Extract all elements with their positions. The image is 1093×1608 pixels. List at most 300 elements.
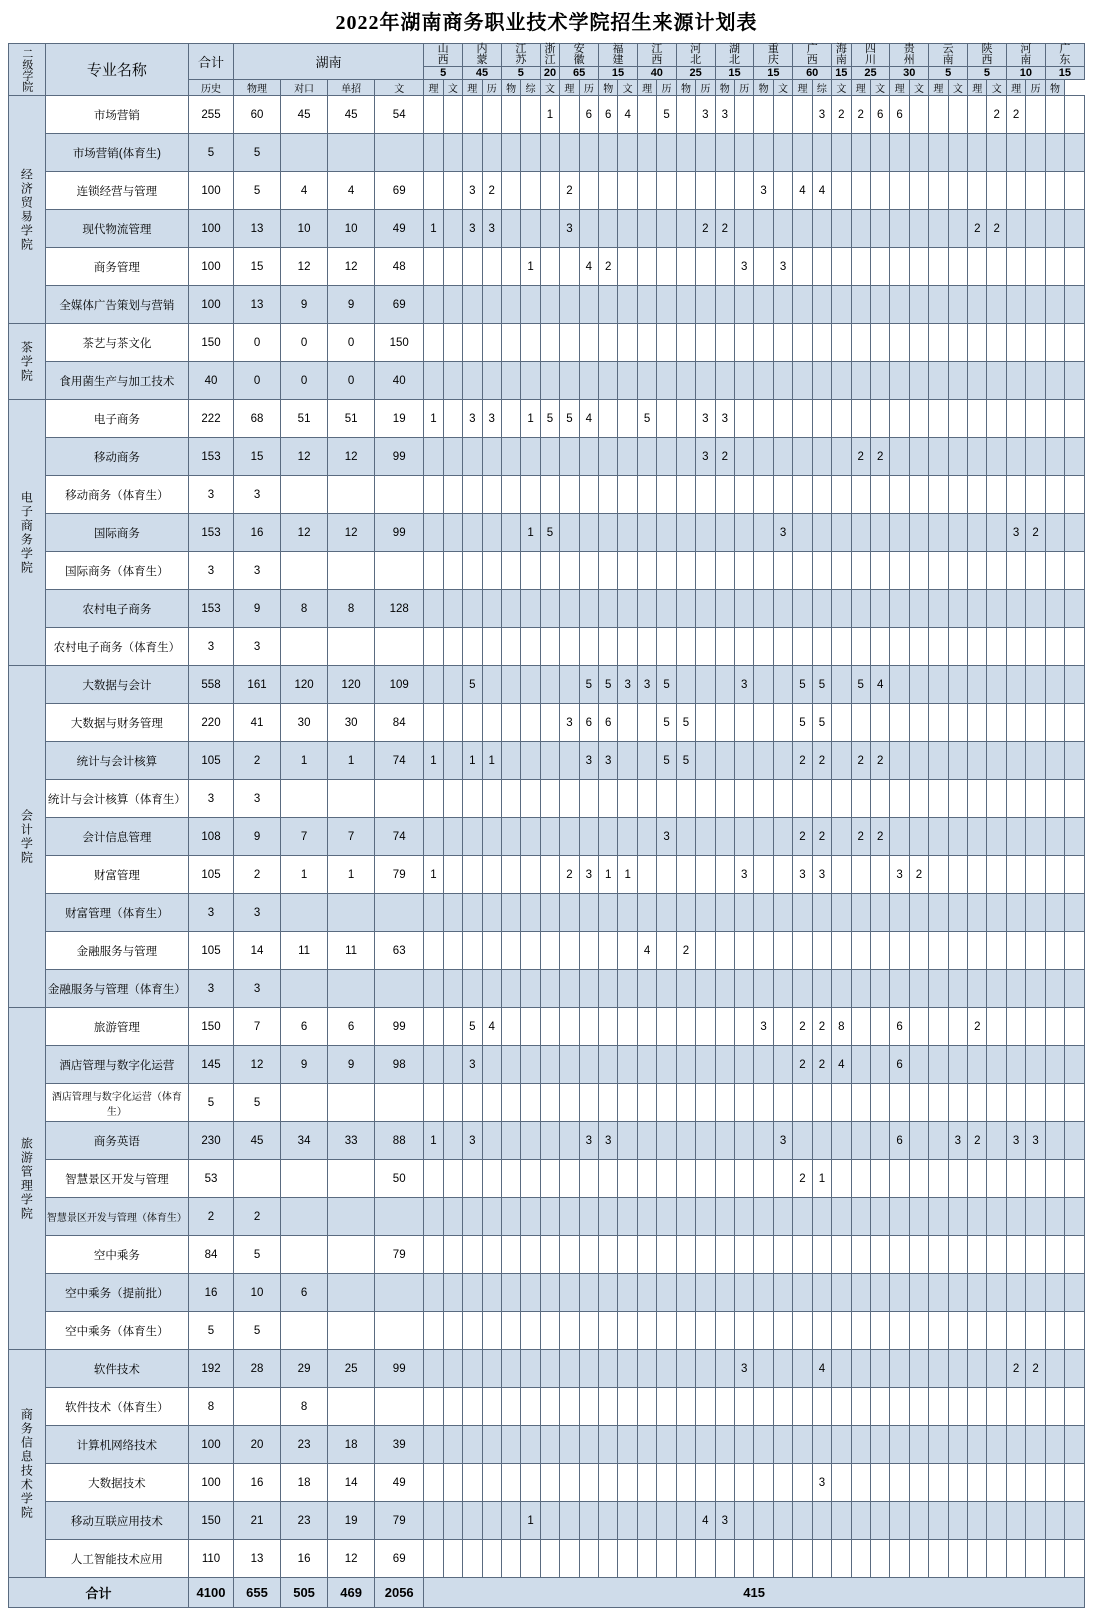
province-value: [599, 894, 618, 932]
province-value: [909, 552, 928, 590]
province-value: 2: [851, 742, 870, 780]
province-value: [657, 552, 676, 590]
province-value: [851, 1388, 870, 1426]
province-value: [1026, 96, 1045, 134]
hunan-value: [375, 1198, 424, 1236]
province-value: [1026, 1160, 1045, 1198]
total-value: 230: [189, 1122, 234, 1160]
province-value: [443, 742, 462, 780]
province-value: [754, 932, 773, 970]
province-value: 2: [812, 818, 831, 856]
province-value: [618, 362, 637, 400]
province-value: [443, 514, 462, 552]
province-value: [1065, 1198, 1085, 1236]
province-value: [501, 552, 520, 590]
hunan-value: [234, 1388, 281, 1426]
province-value: [618, 970, 637, 1008]
header-province-sub: 理: [793, 80, 812, 96]
table-row: [9, 400, 1085, 438]
table-row: [9, 628, 1085, 666]
province-value: [463, 248, 482, 286]
province-value: [890, 1084, 909, 1122]
province-value: 8: [832, 1008, 851, 1046]
province-value: [909, 1008, 928, 1046]
province-value: [696, 1540, 715, 1578]
province-value: [676, 856, 695, 894]
province-value: [463, 1426, 482, 1464]
province-value: [521, 210, 540, 248]
table-row: [9, 742, 1085, 780]
province-value: [579, 476, 598, 514]
hunan-value: 5: [234, 1236, 281, 1274]
province-value: [521, 1198, 540, 1236]
province-value: [501, 400, 520, 438]
province-value: [676, 362, 695, 400]
province-value: [890, 1464, 909, 1502]
province-value: [870, 856, 889, 894]
province-value: [929, 666, 948, 704]
province-value: [579, 514, 598, 552]
province-value: [754, 1274, 773, 1312]
province-value: 1: [618, 856, 637, 894]
major-name: 金融服务与管理（体育生）: [45, 970, 188, 1008]
province-value: [521, 1388, 540, 1426]
province-value: [735, 1084, 754, 1122]
province-value: 3: [812, 1464, 831, 1502]
province-value: [501, 286, 520, 324]
province-value: [521, 742, 540, 780]
province-value: [637, 1540, 656, 1578]
province-value: 1: [812, 1160, 831, 1198]
province-value: [1045, 1502, 1064, 1540]
table-row: [9, 514, 1085, 552]
province-value: [540, 1350, 559, 1388]
province-value: [1026, 476, 1045, 514]
province-value: [832, 1426, 851, 1464]
province-value: [870, 514, 889, 552]
province-value: 2: [1026, 1350, 1045, 1388]
province-value: [482, 1160, 501, 1198]
province-value: [579, 1540, 598, 1578]
major-name: 全媒体广告策划与营销: [45, 286, 188, 324]
province-value: [773, 1350, 792, 1388]
total-value: 5: [189, 1084, 234, 1122]
province-value: [929, 932, 948, 970]
province-value: [715, 780, 734, 818]
province-value: [793, 1122, 812, 1160]
header-province-sub: 理: [463, 80, 482, 96]
province-value: [657, 970, 676, 1008]
province-value: [929, 742, 948, 780]
province-value: [482, 1426, 501, 1464]
province-value: [696, 894, 715, 932]
province-value: [890, 1198, 909, 1236]
province-value: [424, 1274, 443, 1312]
province-value: [870, 1160, 889, 1198]
province-value: [715, 1312, 734, 1350]
province-value: [987, 1236, 1006, 1274]
header-province-sub: 历: [482, 80, 501, 96]
province-value: [948, 628, 967, 666]
province-value: [637, 286, 656, 324]
province-value: [754, 1084, 773, 1122]
province-value: [482, 476, 501, 514]
province-value: [521, 96, 540, 134]
header-province: 重 庆: [754, 44, 793, 67]
province-value: [1006, 438, 1025, 476]
province-value: [773, 400, 792, 438]
header-province-quota: 10: [1006, 67, 1045, 80]
province-value: [773, 1160, 792, 1198]
hunan-value: [328, 1084, 375, 1122]
province-value: [754, 286, 773, 324]
province-value: [637, 818, 656, 856]
province-value: [443, 1502, 462, 1540]
province-value: [715, 666, 734, 704]
province-value: [793, 1236, 812, 1274]
province-value: [579, 818, 598, 856]
province-value: [424, 1046, 443, 1084]
province-value: [948, 1350, 967, 1388]
province-value: [540, 628, 559, 666]
province-value: [1065, 514, 1085, 552]
hunan-value: 84: [375, 704, 424, 742]
province-value: [463, 476, 482, 514]
province-value: [735, 590, 754, 628]
province-value: [793, 552, 812, 590]
province-value: [463, 1464, 482, 1502]
province-value: [1006, 628, 1025, 666]
province-value: 3: [696, 400, 715, 438]
province-value: [443, 666, 462, 704]
province-value: [424, 1008, 443, 1046]
province-value: [1045, 780, 1064, 818]
province-value: [463, 514, 482, 552]
header-province: 四 川: [851, 44, 890, 67]
province-value: [637, 1122, 656, 1160]
province-value: 2: [715, 438, 734, 476]
province-value: [870, 1426, 889, 1464]
province-value: [929, 1236, 948, 1274]
province-value: [754, 894, 773, 932]
hunan-value: [375, 1312, 424, 1350]
province-value: [501, 362, 520, 400]
province-value: 6: [579, 704, 598, 742]
province-value: [929, 780, 948, 818]
header-province-sub: 理: [929, 80, 948, 96]
province-value: [637, 1426, 656, 1464]
province-value: [715, 742, 734, 780]
province-value: [424, 628, 443, 666]
province-value: [987, 932, 1006, 970]
hunan-value: 88: [375, 1122, 424, 1160]
province-value: [793, 210, 812, 248]
province-value: [482, 1274, 501, 1312]
province-value: [521, 1046, 540, 1084]
table-row: [9, 324, 1085, 362]
province-value: 2: [676, 932, 695, 970]
hunan-value: [281, 1084, 328, 1122]
province-value: [579, 324, 598, 362]
province-value: [521, 970, 540, 1008]
hunan-value: 12: [281, 514, 328, 552]
province-value: [715, 1046, 734, 1084]
province-value: [501, 704, 520, 742]
province-value: [890, 514, 909, 552]
province-value: [618, 742, 637, 780]
province-value: [929, 1502, 948, 1540]
header-province: 内 蒙: [463, 44, 502, 67]
header-province-sub: 物: [676, 80, 695, 96]
total-value: 153: [189, 590, 234, 628]
province-value: [676, 438, 695, 476]
province-value: [909, 210, 928, 248]
province-value: [1026, 1388, 1045, 1426]
province-value: [618, 286, 637, 324]
province-value: 1: [482, 742, 501, 780]
province-value: [1045, 1122, 1064, 1160]
province-value: [968, 1274, 987, 1312]
province-value: [851, 286, 870, 324]
province-value: [948, 362, 967, 400]
province-value: [1065, 1540, 1085, 1578]
province-value: [599, 1502, 618, 1540]
province-value: [482, 514, 501, 552]
province-value: [754, 818, 773, 856]
province-value: [1065, 400, 1085, 438]
province-value: [968, 856, 987, 894]
province-value: [657, 1084, 676, 1122]
province-value: 2: [968, 1008, 987, 1046]
province-value: [890, 172, 909, 210]
province-value: [773, 96, 792, 134]
province-value: [637, 1502, 656, 1540]
province-value: [521, 1236, 540, 1274]
province-value: [890, 1540, 909, 1578]
province-value: [851, 704, 870, 742]
province-value: [832, 172, 851, 210]
province-value: 2: [870, 438, 889, 476]
province-value: [968, 1312, 987, 1350]
province-value: [948, 666, 967, 704]
province-value: 2: [851, 438, 870, 476]
province-value: [929, 1274, 948, 1312]
province-value: [735, 1388, 754, 1426]
header-hunan-sub: 物理: [234, 80, 281, 96]
province-value: 5: [676, 704, 695, 742]
province-value: [715, 1160, 734, 1198]
province-value: [735, 324, 754, 362]
header-province-sub: 物: [1045, 80, 1064, 96]
province-value: [1006, 780, 1025, 818]
province-value: [870, 628, 889, 666]
province-value: [948, 818, 967, 856]
province-value: [754, 1388, 773, 1426]
hunan-value: 4: [281, 172, 328, 210]
province-value: [968, 96, 987, 134]
province-value: [870, 1350, 889, 1388]
province-value: 1: [424, 856, 443, 894]
province-value: [443, 400, 462, 438]
total-value: 150: [189, 1502, 234, 1540]
province-value: [424, 1540, 443, 1578]
province-value: [1065, 96, 1085, 134]
province-value: [1065, 362, 1085, 400]
province-value: [424, 248, 443, 286]
header-hunan-sub: 历史: [189, 80, 234, 96]
province-value: [676, 552, 695, 590]
province-value: [637, 476, 656, 514]
page-title: 2022年湖南商务职业技术学院招生来源计划表: [335, 12, 758, 34]
province-value: [929, 172, 948, 210]
province-value: [560, 1350, 579, 1388]
college-cell: 电子商务学院: [9, 400, 46, 666]
province-value: [501, 210, 520, 248]
province-value: [657, 172, 676, 210]
province-value: [1026, 1502, 1045, 1540]
province-value: [521, 286, 540, 324]
province-value: [987, 780, 1006, 818]
hunan-value: [328, 894, 375, 932]
province-value: [890, 134, 909, 172]
province-value: [968, 1084, 987, 1122]
hunan-value: 10: [234, 1274, 281, 1312]
province-value: [657, 590, 676, 628]
province-value: [463, 818, 482, 856]
major-name: 智慧景区开发与管理（体育生）: [45, 1198, 188, 1236]
province-value: [560, 248, 579, 286]
province-value: [618, 324, 637, 362]
province-value: [482, 894, 501, 932]
province-value: [773, 970, 792, 1008]
province-value: [754, 780, 773, 818]
province-value: [599, 1388, 618, 1426]
province-value: [599, 552, 618, 590]
province-value: [929, 1008, 948, 1046]
province-value: [560, 324, 579, 362]
hunan-value: 12: [328, 438, 375, 476]
province-value: [870, 324, 889, 362]
province-value: [1045, 666, 1064, 704]
province-value: [929, 1312, 948, 1350]
province-value: [637, 1350, 656, 1388]
province-value: [909, 96, 928, 134]
major-name: 电子商务: [45, 400, 188, 438]
province-value: [521, 704, 540, 742]
province-value: [870, 286, 889, 324]
province-value: [1045, 856, 1064, 894]
province-value: [851, 1236, 870, 1274]
province-value: [987, 1046, 1006, 1084]
header-province-sub: 理: [1006, 80, 1025, 96]
province-value: [424, 666, 443, 704]
province-value: [637, 324, 656, 362]
province-value: 1: [424, 210, 443, 248]
hunan-value: [328, 1312, 375, 1350]
province-value: [540, 1008, 559, 1046]
college-cell: 茶学院: [9, 324, 46, 400]
province-value: [560, 1312, 579, 1350]
hunan-value: 51: [281, 400, 328, 438]
province-value: [501, 324, 520, 362]
province-value: [560, 1502, 579, 1540]
province-value: [443, 1426, 462, 1464]
province-value: [754, 742, 773, 780]
province-value: [793, 894, 812, 932]
province-value: [735, 514, 754, 552]
province-value: [1065, 780, 1085, 818]
table-row: [9, 1274, 1085, 1312]
province-value: [676, 1046, 695, 1084]
province-value: [793, 400, 812, 438]
province-value: [851, 1008, 870, 1046]
province-value: [1006, 1046, 1025, 1084]
province-value: [1045, 1198, 1064, 1236]
header-province-sub: 历: [735, 80, 754, 96]
province-value: [812, 1198, 831, 1236]
province-value: [987, 514, 1006, 552]
province-value: 3: [773, 1122, 792, 1160]
hunan-value: 14: [234, 932, 281, 970]
province-value: [890, 400, 909, 438]
province-value: [676, 210, 695, 248]
province-value: [773, 134, 792, 172]
province-value: [540, 1122, 559, 1160]
province-value: [773, 476, 792, 514]
province-value: [793, 476, 812, 514]
total-value: 153: [189, 438, 234, 476]
hunan-value: [328, 1160, 375, 1198]
province-value: [909, 932, 928, 970]
province-value: [443, 970, 462, 1008]
province-value: [948, 970, 967, 1008]
province-value: [657, 286, 676, 324]
province-value: [832, 248, 851, 286]
table-row: [9, 894, 1085, 932]
province-value: [1065, 1274, 1085, 1312]
province-value: [1006, 666, 1025, 704]
major-name: 金融服务与管理: [45, 932, 188, 970]
province-value: [696, 1008, 715, 1046]
province-value: [482, 1084, 501, 1122]
province-value: [540, 1464, 559, 1502]
province-value: [812, 1540, 831, 1578]
province-value: [1026, 1312, 1045, 1350]
province-value: [754, 1122, 773, 1160]
header-province-sub: 理: [637, 80, 656, 96]
province-value: [424, 438, 443, 476]
province-value: [812, 1274, 831, 1312]
province-value: [1065, 1084, 1085, 1122]
province-value: [793, 438, 812, 476]
total-value: 100: [189, 286, 234, 324]
province-value: [560, 666, 579, 704]
hunan-value: 12: [281, 438, 328, 476]
header-province-sub: 文: [443, 80, 462, 96]
province-value: [443, 362, 462, 400]
province-value: [599, 1008, 618, 1046]
province-value: [832, 1084, 851, 1122]
province-value: [987, 438, 1006, 476]
province-value: [424, 1350, 443, 1388]
province-value: [637, 894, 656, 932]
province-value: [968, 666, 987, 704]
province-value: [618, 704, 637, 742]
province-value: [909, 666, 928, 704]
major-name: 移动商务: [45, 438, 188, 476]
province-value: [929, 894, 948, 932]
province-value: [599, 1426, 618, 1464]
